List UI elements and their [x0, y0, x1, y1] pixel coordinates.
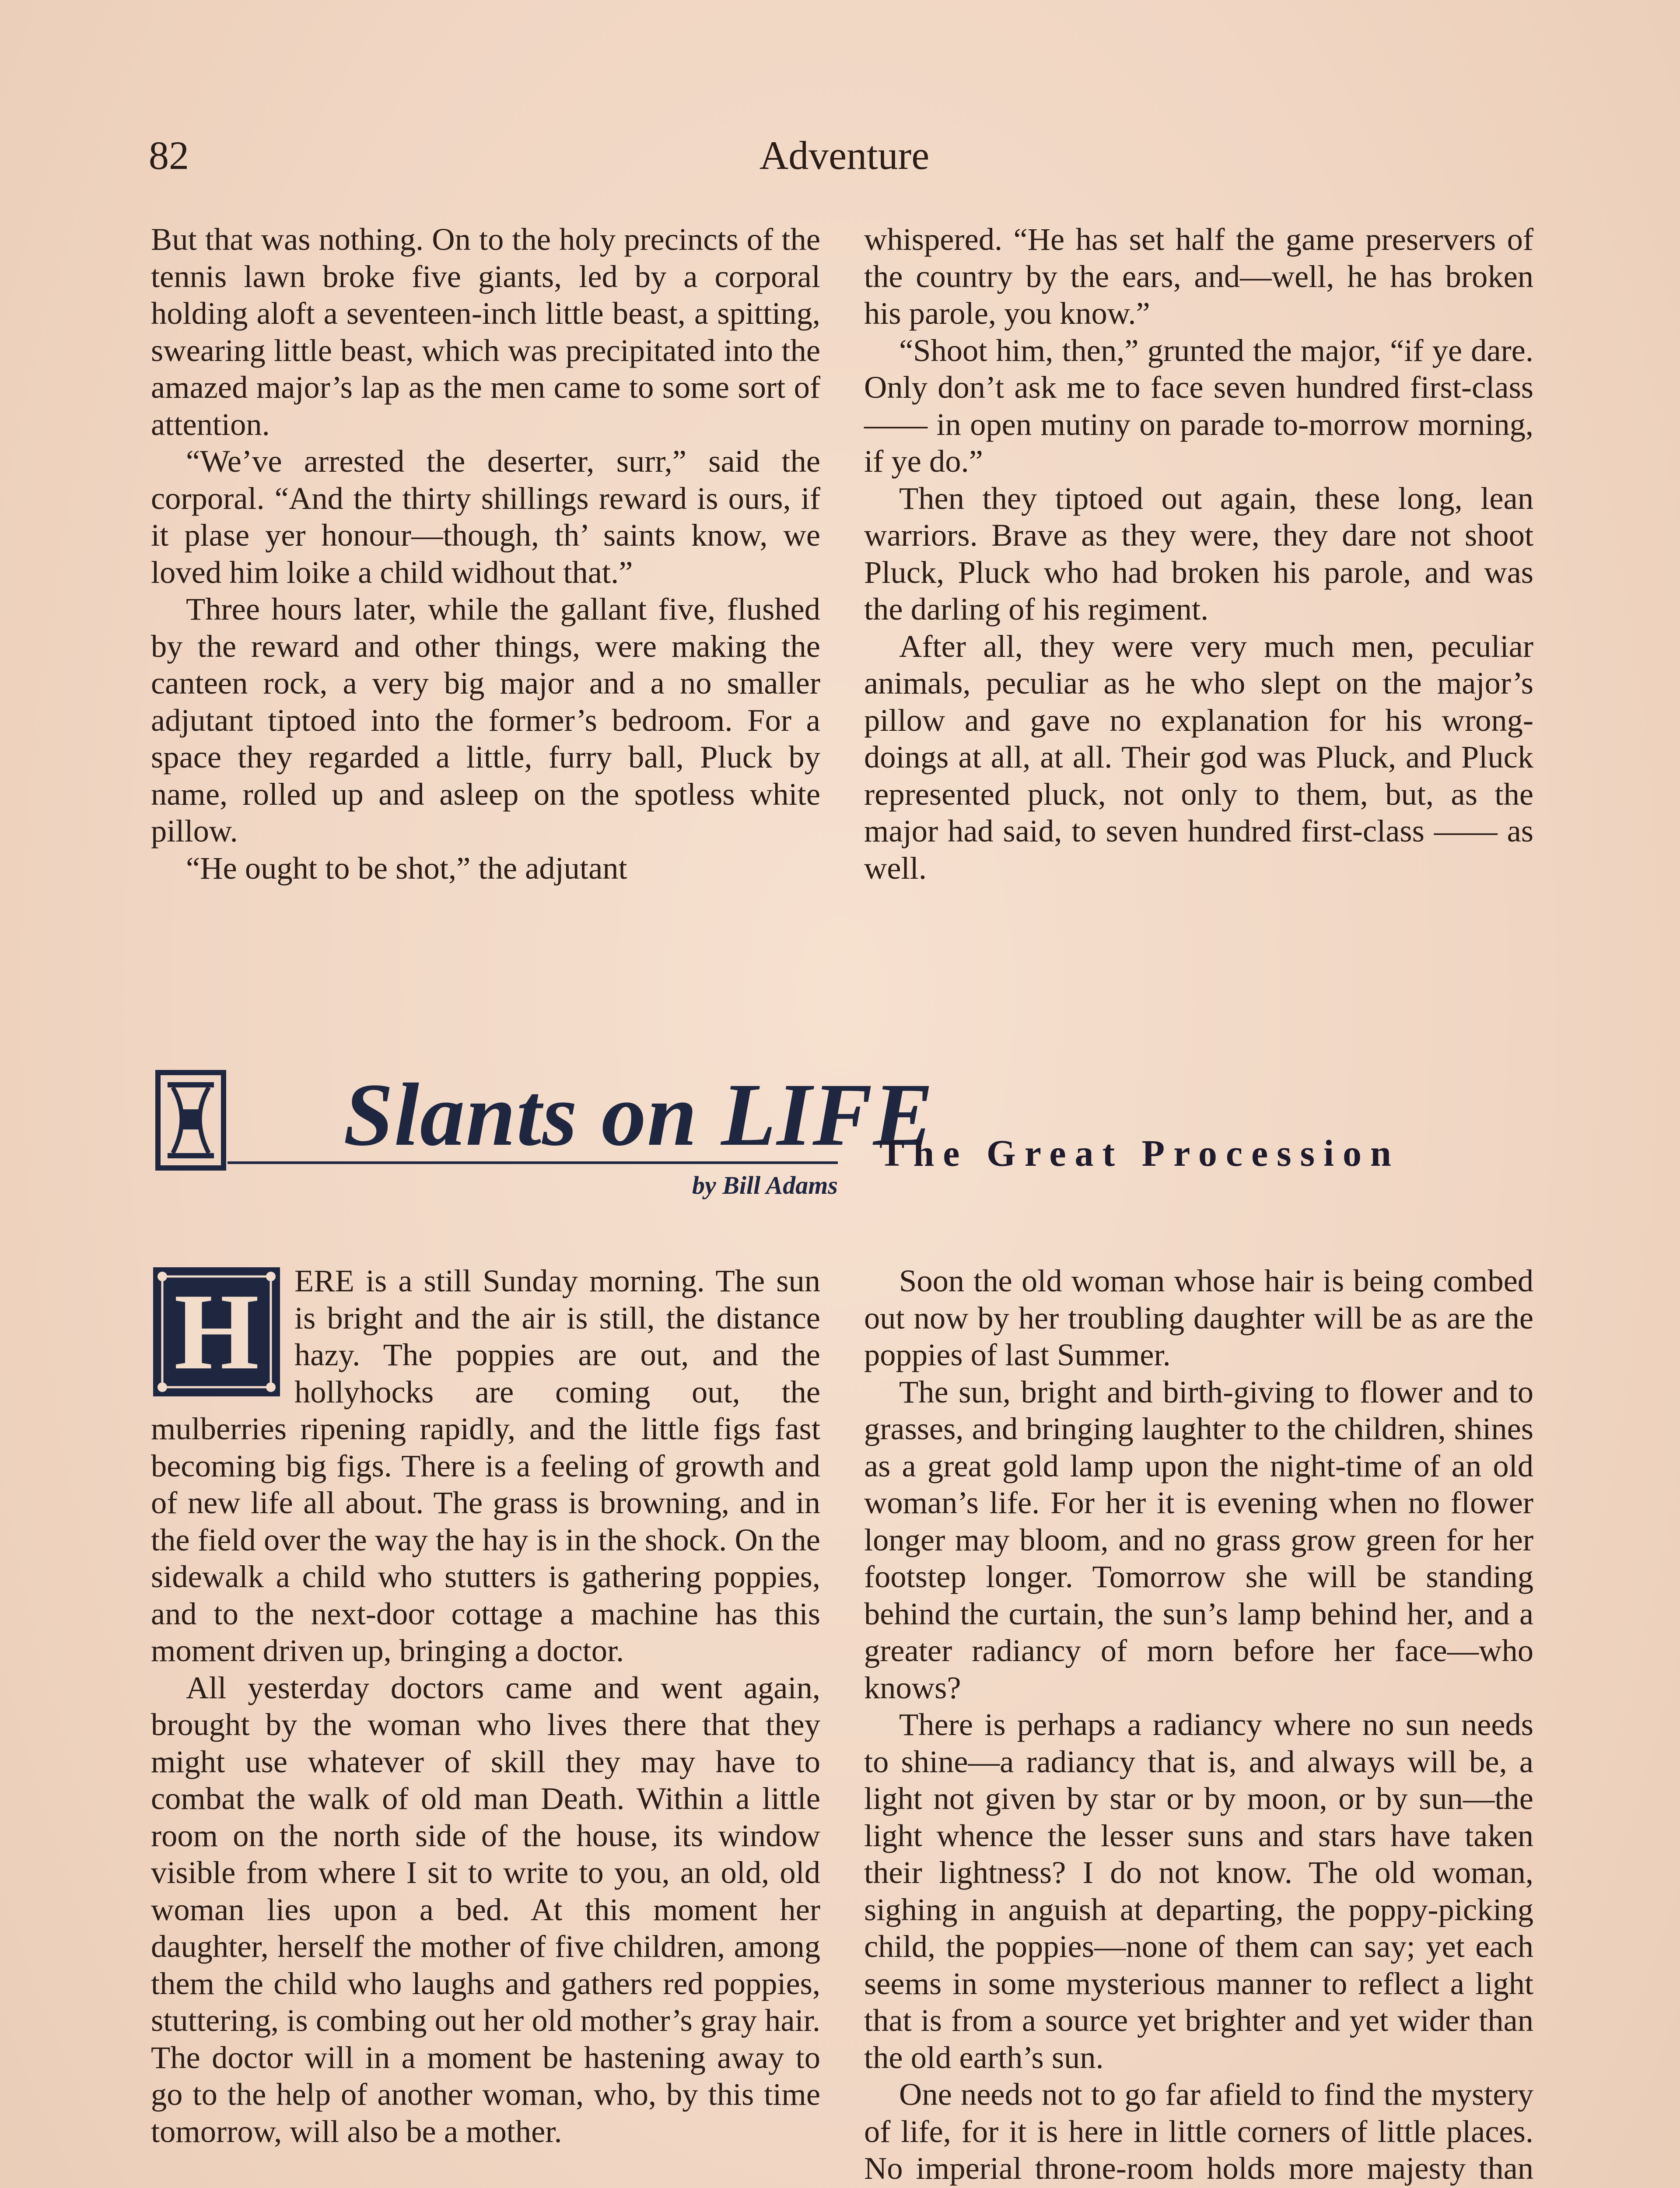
- paragraph: whispered. “He has set half the game preservers of the country by the ears, and—well, he has broken his parole, you know.”: [864, 221, 1533, 331]
- paragraph: “He ought to be shot,” the adjutant: [186, 850, 627, 886]
- paragraph: “Shoot him, then,” grunted the major, “if ye dare. Only don’t ask me to face seven hundred first-class —— in open mutiny on parade to-morrow morning, if ye do.”: [864, 332, 1533, 479]
- article-column-left: [151, 1262, 820, 2150]
- paragraph: Then they tiptoed out again, these long, lean warriors. Brave as they were, they dare not shoot Pluck, Pluck who had broken his parole, and was the darling of his regiment.: [864, 480, 1533, 627]
- paragraph: Three hours later, while the gallant five, flushed by the reward and other things, were making the canteen rock, a very big major and a no smaller adjutant tiptoed into the former’s bedroom. For a space they regarded a little, furry ball, Pluck by name, rolled up and asleep on the spotless white pillow.: [151, 591, 820, 849]
- story-end-column-right: [864, 221, 1533, 887]
- paragraph: After all, they were very much men, peculiar animals, peculiar as he who slept on the major’s pillow and gave no explanation for his wrong-doings at all, at all. Their god was Pluck, and Pluck represented pluck, not only to them, but, as the major had said, to seven hundred first-class —— as well.: [864, 628, 1533, 886]
- dropcap: [151, 1265, 282, 1399]
- story-end-column-left: [151, 221, 820, 887]
- page-header: [149, 125, 1540, 186]
- paragraph: The sun, bright and birth-giving to flower and to grasses, and bringing laughter to the children, shines as a great gold lamp upon the night-time of an old woman’s life. For her it is evening when no flower longer may bloom, and no grass grow green for her footstep longer. Tomorrow she will be standing behind the curtain, the sun’s lamp behind her, and a greater radiancy of morn before her face—who knows?: [864, 1374, 1533, 1705]
- paragraph: ERE is a still Sunday morning. The sun is bright and the air is still, the distance hazy. The poppies are out, and the hollyhocks are coming out, the mulberries ripening rapidly, and the little figs fast becoming big figs. There is a feeling of growth and of new life all about. The grass is browning, and in the field over the way the hay is in the shock. On the sidewalk a child who stutters is gathering poppies, and to the next-door cottage a machine has this moment driven up, bringing a doctor.: [151, 1263, 820, 1668]
- article-title: The Great Procession: [879, 1132, 1400, 1174]
- running-title: Adventure: [759, 133, 930, 178]
- paragraph: One needs not to go far afield to find the mystery of life, for it is here in little corners of little places. No imperial throne-room holds more majesty than: [864, 2076, 1533, 2186]
- paragraph: But that was nothing. On to the holy precincts of the tennis lawn broke five giants, led by a corporal holding aloft a seventeen-inch little beast, a spitting, swearing little beast, which was precipitated into the amazed major’s lap as the men came to some sort of attention.: [151, 221, 820, 442]
- dropcap-letter: H: [174, 1271, 259, 1392]
- paragraph: All yesterday doctors came and went again, brought by the woman who lives there that they might use whatever of skill they may have to combat the walk of old man Death. Within a little room on the north side of the house, its window visible from where I sit to write to you, an old, old woman lies upon a bed. At this moment her daughter, herself the mother of five children, among them the child who laughs and gathers red poppies, stuttering, is combing out her old mother’s gray hair. The doctor will in a moment be hastening away to go to the help of another woman, who, by this time tomorrow, will also be a mother.: [151, 1669, 820, 2149]
- article-column-right: [864, 1262, 1533, 2188]
- paragraph: Soon the old woman whose hair is being combed out now by her troubling daughter will be as are the poppies of last Summer.: [864, 1263, 1533, 1372]
- paragraph: “We’ve arrested the deserter, surr,” said the corporal. “And the thirty shillings reward is ours, if it plase yer honour—though, th’ saints know, we loved him loike a child widhout that.”: [151, 443, 820, 590]
- department-heading: [155, 1061, 934, 1201]
- page-number: 82: [149, 133, 189, 178]
- paragraph: There is perhaps a radiancy where no sun needs to shine—a radiancy that is, and always will be, a light not given by star or by moon, or by sun—the light whence the lesser suns and stars have taken their lightness? I do not know. The old woman, sighing in anguish at departing, the poppy-picking child, the poppies—none of them can say; yet each seems in some mysterious manner to reflect a light that is from a source yet brighter and yet wider than the old earth’s sun.: [864, 1707, 1533, 2075]
- byline: by Bill Adams: [692, 1171, 838, 1199]
- department-label: Slants on LIFE: [343, 1065, 934, 1164]
